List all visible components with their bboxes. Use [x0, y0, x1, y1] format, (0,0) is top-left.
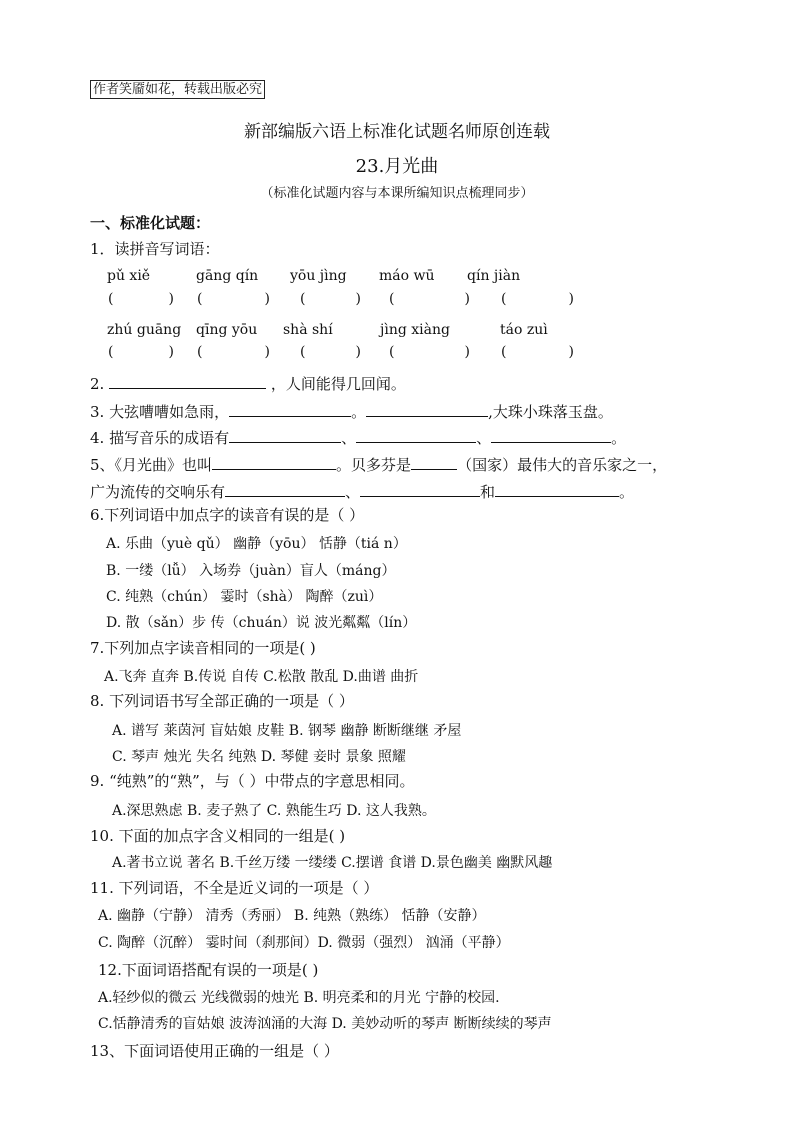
pinyin-1-3: yōu jìng — [290, 268, 347, 284]
fill-blank[interactable] — [366, 400, 488, 417]
fill-blank[interactable] — [356, 426, 476, 443]
answer-blank-1-4[interactable]: ( ) — [389, 291, 470, 307]
pinyin-1-2: gāng qín — [196, 268, 259, 284]
q1-text: 1．读拼音写词语： — [90, 240, 220, 258]
q2: 2. ，人间能得几回闻。 — [90, 372, 406, 394]
answer-blank-2-1[interactable]: ( ) — [108, 344, 174, 360]
q12-options-ab[interactable]: A.轻纱似的微云 光线微弱的烛光 B. 明亮柔和的月光 宁静的校园. — [98, 990, 500, 1006]
fill-blank[interactable] — [109, 372, 266, 389]
q6-option-b[interactable]: B. 一缕（lǚ） 入场券（juàn）盲人（máng） — [106, 563, 396, 579]
q11-options-ab[interactable]: A. 幽静（宁静） 清秀（秀丽） B. 纯熟（熟练） 恬静（安静） — [98, 908, 486, 924]
pinyin-2-2: qīng yōu — [196, 322, 258, 338]
q13-stem: 13、下面词语使用正确的一组是（ ） — [90, 1042, 339, 1060]
pinyin-1-1: pǔ xiě — [107, 268, 151, 284]
q6-option-c[interactable]: C. 纯熟（chún） 霎时（shà） 陶醉（zuì） — [106, 589, 383, 605]
q4: 4. 描写音乐的成语有 、 、 。 — [90, 426, 626, 448]
pinyin-1-5: qín jiàn — [467, 268, 521, 284]
answer-blank-2-4[interactable]: ( ) — [389, 344, 470, 360]
q8-options-cd[interactable]: C. 琴声 烛光 失名 纯熟 D. 琴健 妾时 景象 照耀 — [112, 749, 406, 765]
fill-blank[interactable] — [229, 426, 341, 443]
lesson-title: 23.月光曲 — [355, 156, 439, 177]
pinyin-2-5: táo zuì — [500, 322, 548, 338]
q8-options-ab[interactable]: A. 谱写 莱茵河 盲姑娘 皮鞋 B. 钢琴 幽静 断断继继 矛屋 — [112, 723, 462, 739]
answer-blank-1-3[interactable]: ( ) — [300, 291, 361, 307]
pinyin-2-4: jìng xiàng — [380, 322, 450, 338]
q6-stem: 6.下列词语中加点字的读音有误的是（ ） — [90, 506, 365, 524]
answer-blank-2-5[interactable]: ( ) — [501, 344, 574, 360]
q7-options[interactable]: A.飞奔 直奔 B.传说 自传 C.松散 散乱 D.曲谱 曲折 — [104, 669, 419, 685]
page-title: 新部编版六语上标准化试题名师原创连载 — [244, 122, 550, 142]
fill-blank[interactable] — [225, 480, 345, 497]
q11-options-cd[interactable]: C. 陶醉（沉醉） 霎时间（刹那间）D. 微弱（强烈） 汹涌（平静） — [98, 935, 510, 951]
pinyin-2-1: zhú guāng — [107, 322, 182, 338]
fill-blank[interactable] — [360, 480, 480, 497]
q9-stem: 9. “纯熟”的“熟”，与（ ）中带点的字意思相同。 — [90, 772, 415, 790]
fill-blank[interactable] — [495, 480, 619, 497]
q12-stem: 12.下面词语搭配有误的一项是( ) — [98, 961, 319, 979]
q6-option-a[interactable]: A. 乐曲（yuè qǔ） 幽静（yōu） 恬静（tiá n） — [106, 536, 407, 552]
answer-blank-1-2[interactable]: ( ) — [197, 291, 270, 307]
q11-stem: 11. 下列词语，不全是近义词的一项是（ ） — [90, 879, 379, 897]
q10-options[interactable]: A.著书立说 著名 B.千丝万缕 一缕缕 C.摆谱 食谱 D.景色幽美 幽默风趣 — [112, 855, 553, 871]
q12-options-cd[interactable]: C.恬静清秀的盲姑娘 波涛汹涌的大海 D. 美妙动听的琴声 断断续续的琴声 — [98, 1016, 552, 1032]
author-note: 作者笑靥如花，转载出版必究 — [90, 80, 265, 99]
q5-line2: 广为流传的交响乐有 、 和 。 — [90, 480, 634, 502]
answer-blank-2-2[interactable]: ( ) — [197, 344, 270, 360]
q10-stem: 10. 下面的加点字含义相同的一组是( ) — [90, 827, 346, 845]
q5-line1: 5、《月光曲》也叫 。贝多芬是 （国家）最伟大的音乐家之一， — [90, 453, 667, 475]
fill-blank[interactable] — [411, 453, 457, 470]
q9-options[interactable]: A.深思熟虑 B. 麦子熟了 C. 熟能生巧 D. 这人我熟。 — [112, 803, 436, 819]
answer-blank-1-5[interactable]: ( ) — [501, 291, 574, 307]
fill-blank[interactable] — [491, 426, 611, 443]
fill-blank[interactable] — [212, 453, 336, 470]
q3: 3. 大弦嘈嘈如急雨， 。 ,大珠小珠落玉盘。 — [90, 400, 613, 422]
q6-option-d[interactable]: D. 散（sǎn）步 传（chuán）说 波光粼粼（lín） — [106, 615, 417, 631]
pinyin-2-3: shà shí — [283, 322, 333, 338]
page-subtitle: （标准化试题内容与本课所编知识点梳理同步） — [260, 186, 534, 201]
fill-blank[interactable] — [229, 400, 351, 417]
answer-blank-1-1[interactable]: ( ) — [108, 291, 174, 307]
section-title: 一、标准化试题： — [90, 214, 211, 232]
q8-stem: 8. 下列词语书写全部正确的一项是（ ） — [90, 692, 354, 710]
q7-stem: 7.下列加点字读音相同的一项是( ) — [90, 639, 316, 657]
pinyin-1-4: máo wū — [379, 268, 435, 284]
answer-blank-2-3[interactable]: ( ) — [300, 344, 361, 360]
